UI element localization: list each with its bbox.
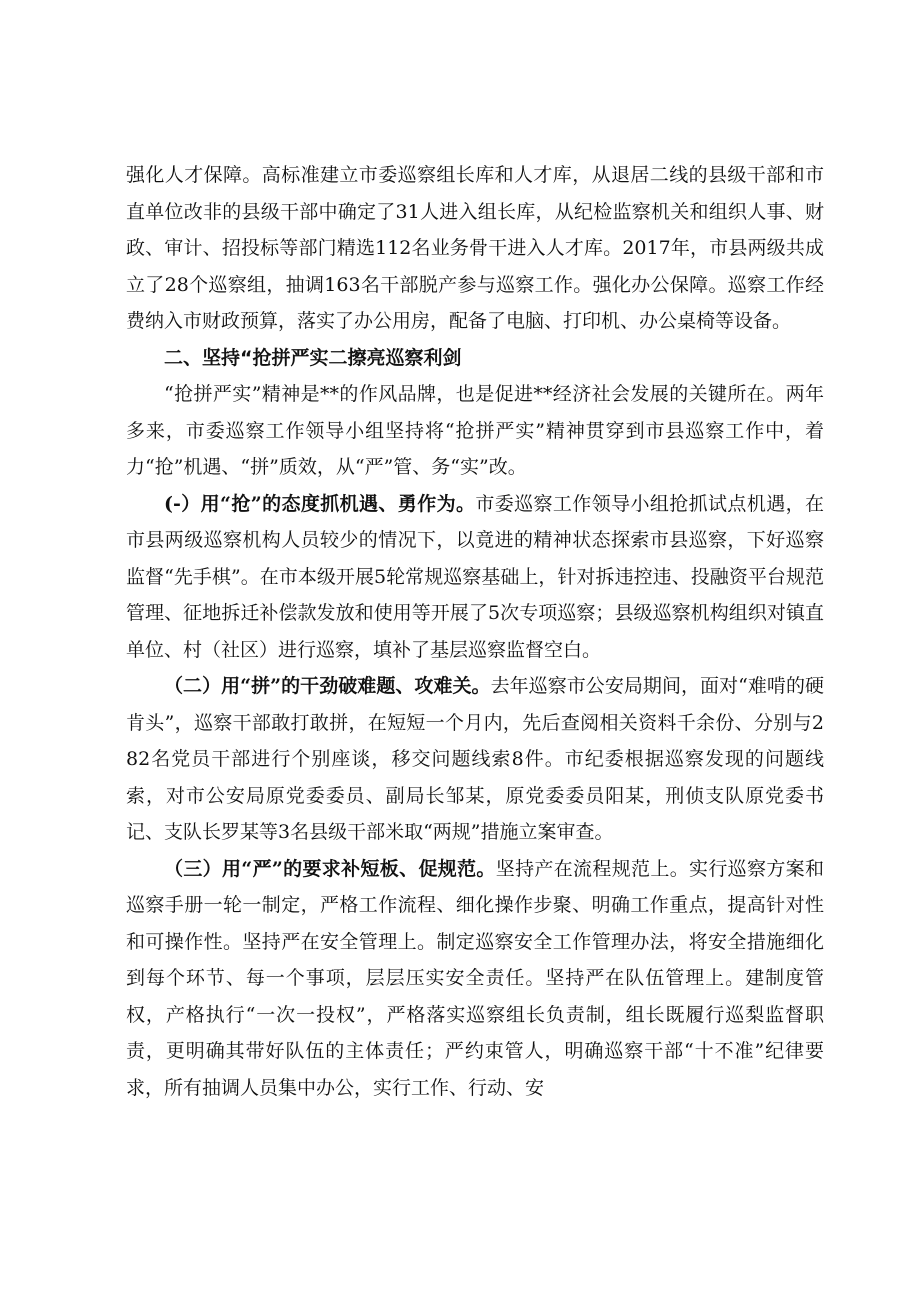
subsection-3-text: 坚持产在流程规范上。实行巡察方案和巡察手册一轮一制定，严格工作流程、细化操作步聚、明确工作重点，提高针对性和可操作性。坚持严在安全管理上。制定巡察安全工作管理办法，将安全措施细化到每个环节、每一个事项，层层压实安全责任。坚持严在队伍管理上。建制度管权，产格执行“一次一投权”，严格落实巡察组长负责制，组长既履行巡梨监督职责，更明确其带好队伍的主体责任；严约束管人，明确巡察干部“十不准”纪律要求，所有抽调人员集中办公，实行工作、行动、安 [126, 857, 824, 1099]
paragraph-subsection-2 [126, 668, 824, 851]
paragraph-subsection-1 [126, 486, 824, 669]
subsection-1-lead: (-）用“抢”的态度抓机遇、勇作为。 [164, 492, 476, 515]
paragraph-talent-guarantee: 强化人才保障。高标准建立市委巡察组长库和人才库，从退居二线的县级干部和市直单位改非的县级干部中确定了31人进入组长库，从纪检监察机关和组织人事、财政、审计、招投标等部门精选112名业务骨干进入人才库。2017年，市县两级共成立了28个巡察组，抽调163名干部脱产参与巡察工作。强化办公保障。巡察工作经费纳入市财政预算，落实了办公用房，配备了电脑、打印机、办公桌椅等设备。 [126, 164, 824, 332]
subsection-3-lead: （三）用“严”的要求补短板、促规范。 [164, 857, 496, 880]
subsection-2-lead: （二）用“拼”的干劲破难题、攻难关。 [164, 675, 491, 697]
section-heading-2: 二、坚持“抢拼严实二擦亮巡察利剑 [164, 346, 462, 369]
subsection-2-text: 去年巡察市公安局期间，面对“难啃的硬肯头”，巡察干部敢打敢拼，在短短一个月内，先后查阅相关资料千余份、分别与282名党员干部进行个别座谈，移交问题线索8件。市纪委根据巡察发现的问题线索，对市公安局原党委委员、副局长邹某，原党委委员阳某，刑侦支队原党委书记、支队长罗某等3名县级干部米取“两规”措施立案审查。 [126, 675, 824, 843]
paragraph-subsection-3 [126, 851, 824, 1107]
paragraph-intro-spirit: “抢拼严实”精神是**的作风品牌，也是促进**经济社会发展的关键所在。两年多来，市委巡察工作领导小组坚持将“抢拼严实”精神贯穿到市县巡察工作中，着力“抢”机遇、“拼”质效，从“严”管、务“实”改。 [126, 383, 824, 478]
subsection-1-text: 市委巡察工作领导小组抢抓试点机遇，在市县两级巡察机构人员较少的情况下，以竟进的精神状态探索市县巡察，下好巡察监督“先手棋”。在市本级开展5轮常规巡察基础上，针对拆违控违、投融资平台规范管理、征地拆迁补偿款发放和使用等开展了5次专项巡察；县级巡察机构组织对镇直单位、村（社区）进行巡察，填补了基层巡察监督空白。 [126, 492, 824, 661]
document-body [126, 157, 824, 1106]
